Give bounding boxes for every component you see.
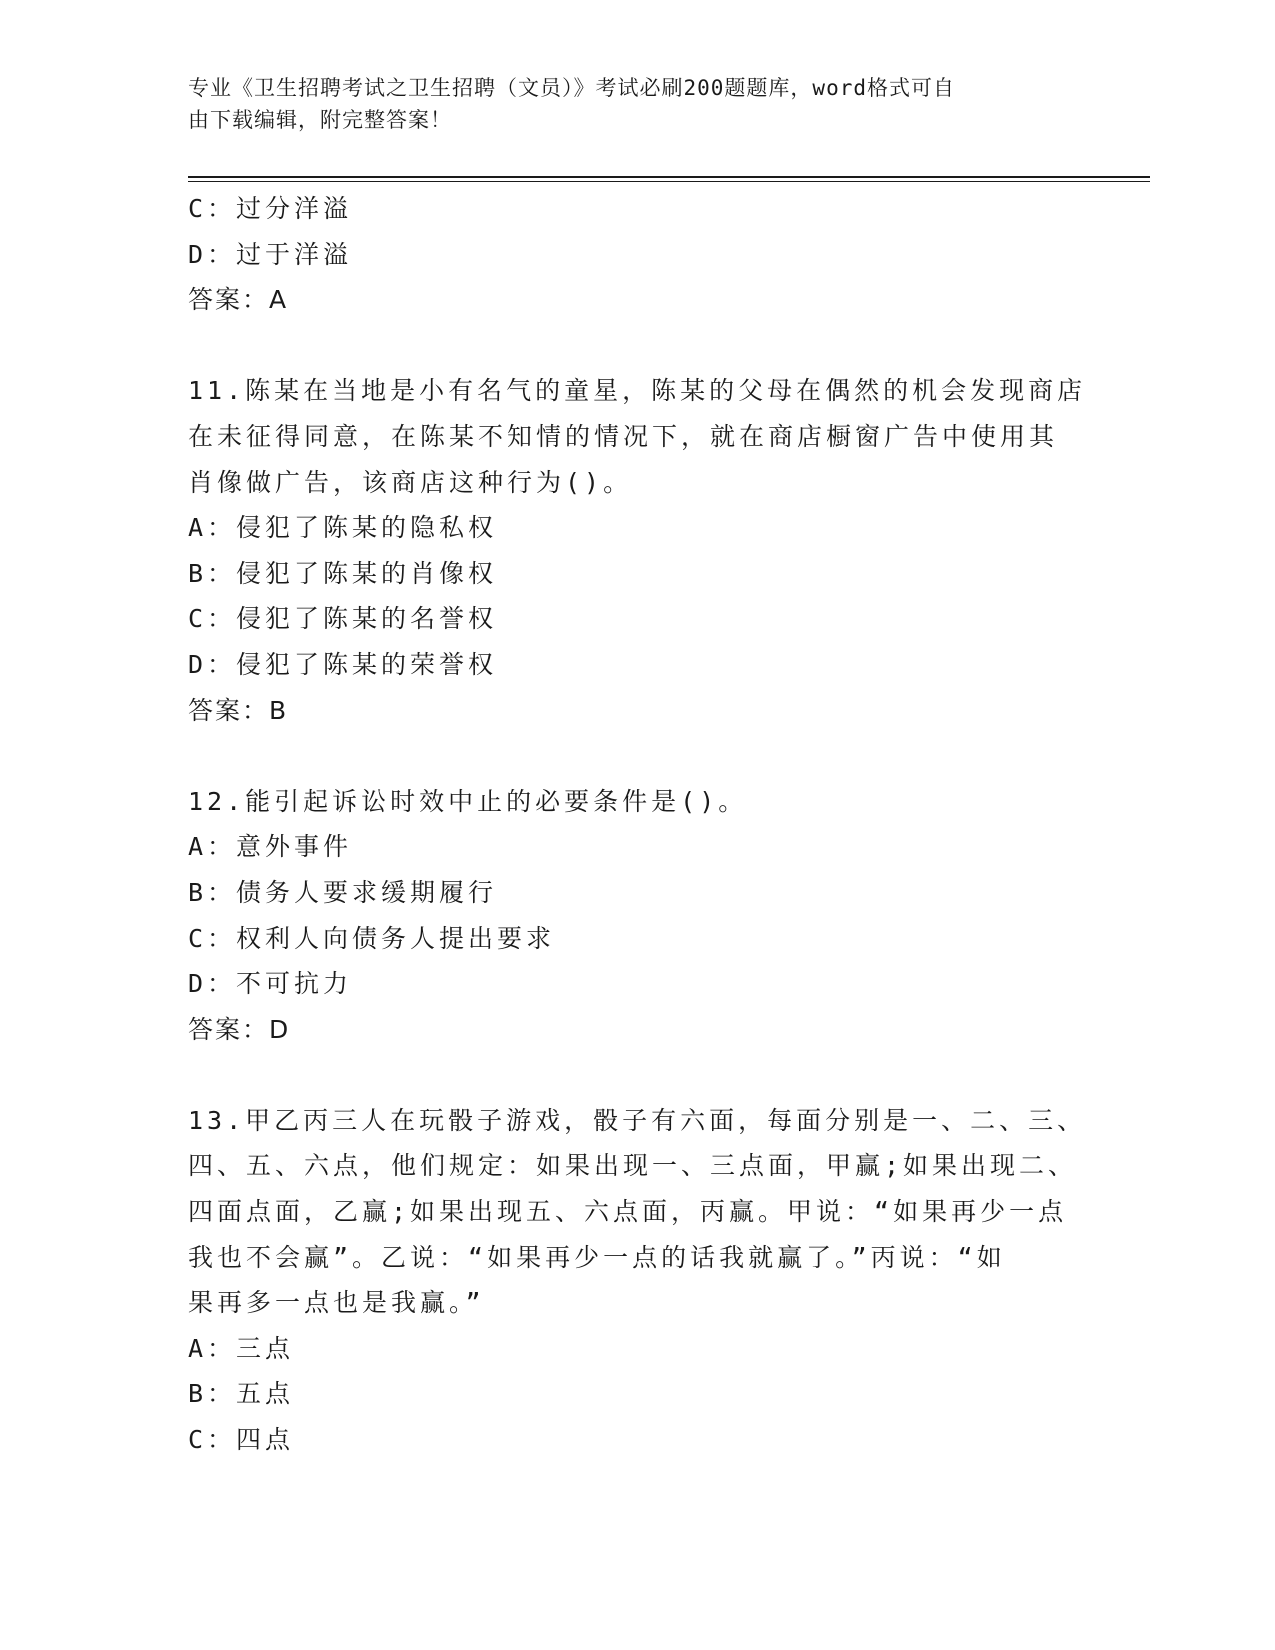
q11-option-a: A：侵犯了陈某的隐私权 [188, 513, 498, 543]
q13-option-a: A：三点 [188, 1333, 295, 1363]
q13-text-line-4: 我也不会赢”。乙说：“如果再少一点的话我就赢了。”丙说：“如 [188, 1242, 1006, 1272]
header-line-1: 专业《卫生招聘考试之卫生招聘（文员）》考试必刷200题题库，word格式可自 [188, 76, 955, 100]
spacer [188, 733, 1088, 779]
q11-text-line-2: 在未征得同意，在陈某不知情的情况下，就在商店橱窗广告中使用其 [188, 421, 1059, 451]
header-rule-thin [188, 181, 1150, 182]
q11-text-line-3: 肖像做广告，该商店这种行为()。 [188, 467, 633, 497]
q12-text-line-1: 12.能引起诉讼时效中止的必要条件是()。 [188, 786, 748, 816]
q11-option-c: C：侵犯了陈某的名誉权 [188, 604, 498, 634]
q12-option-c: C：权利人向债务人提出要求 [188, 923, 556, 953]
spacer [188, 323, 1088, 369]
q13-text-line-5: 果再多一点也是我赢。” [188, 1288, 485, 1318]
prev-option-c: C：过分洋溢 [188, 194, 353, 223]
header-rule-thick [188, 176, 1150, 178]
q11-option-b: B：侵犯了陈某的肖像权 [188, 558, 498, 588]
spacer [188, 1052, 1088, 1098]
q12-option-d: D：不可抗力 [188, 969, 353, 999]
q12-option-b: B：债务人要求缓期履行 [188, 877, 498, 907]
q13-text-line-3: 四面点面，乙赢;如果出现五、六点面，丙赢。甲说：“如果再少一点 [188, 1197, 1068, 1227]
q12-option-a: A：意外事件 [188, 832, 353, 862]
prev-option-d: D：过于洋溢 [188, 239, 353, 269]
q11-text-line-1: 11.陈某在当地是小有名气的童星，陈某的父母在偶然的机会发现商店 [188, 376, 1087, 406]
q13-option-b: B：五点 [188, 1379, 295, 1409]
header-line-2: 由下载编辑，附完整答案！ [188, 108, 452, 132]
document-body [188, 186, 1088, 1463]
document-header [188, 72, 1068, 136]
q11-option-d: D：侵犯了陈某的荣誉权 [188, 649, 498, 679]
q13-text-line-2: 四、五、六点，他们规定：如果出现一、三点面，甲赢;如果出现二、 [188, 1151, 1078, 1181]
q12-answer: 答案：D [188, 1014, 291, 1044]
q13-text-line-1: 13.甲乙丙三人在玩骰子游戏，骰子有六面，每面分别是一、二、三、 [188, 1105, 1087, 1135]
prev-answer: 答案：A [188, 285, 289, 315]
q11-answer: 答案：B [188, 695, 289, 725]
q13-option-c: C：四点 [188, 1425, 295, 1455]
